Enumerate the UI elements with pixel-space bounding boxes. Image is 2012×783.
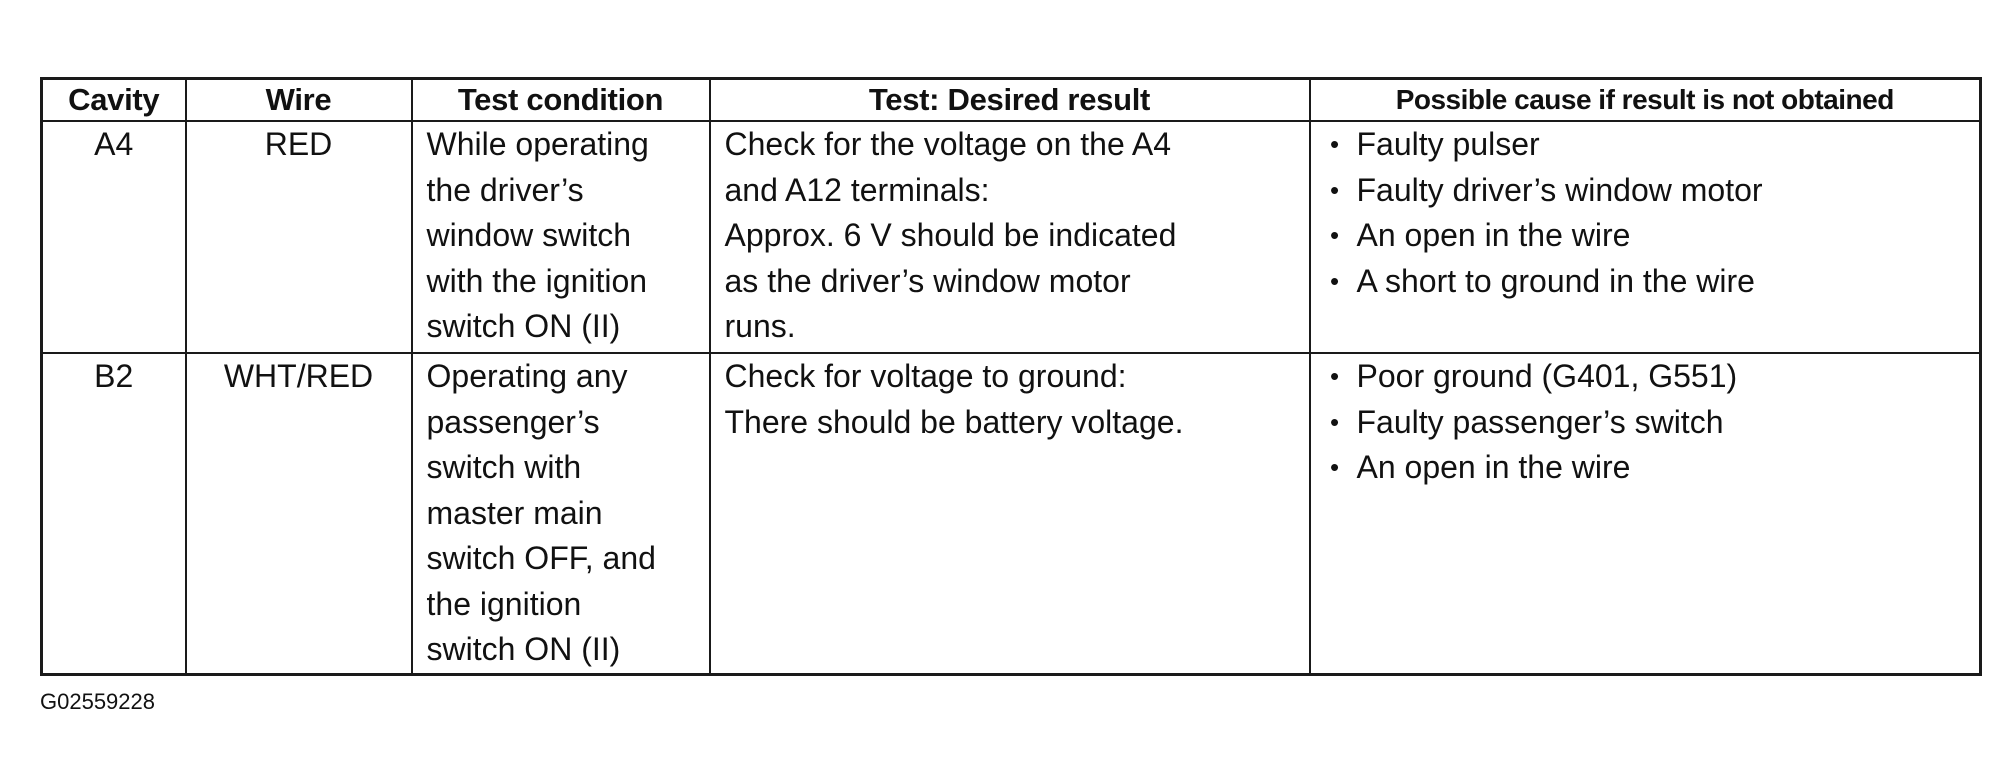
condition-line: switch ON (II) bbox=[426, 308, 621, 344]
cause-list bbox=[1325, 122, 1966, 304]
result-line: as the driver’s window motor bbox=[724, 262, 1131, 299]
list-item bbox=[1325, 122, 1966, 168]
header-test-condition: Test condition bbox=[412, 79, 710, 122]
condition-line: with the ignition bbox=[426, 262, 648, 299]
cause-text: Poor ground (G401, G551) bbox=[1356, 358, 1738, 394]
condition-line: the ignition bbox=[426, 585, 582, 622]
test-condition-cell bbox=[412, 353, 710, 674]
list-item bbox=[1325, 168, 1966, 214]
cause-text: An open in the wire bbox=[1356, 449, 1631, 485]
bullet-icon: • bbox=[1329, 220, 1340, 250]
header-possible-cause: Possible cause if result is not obtained bbox=[1310, 79, 1981, 122]
header-wire: Wire bbox=[186, 79, 412, 122]
bullet-icon: • bbox=[1329, 406, 1340, 437]
table-row bbox=[42, 121, 1981, 353]
condition-line: Operating any bbox=[426, 358, 628, 394]
cause-text: A short to ground in the wire bbox=[1356, 262, 1755, 299]
possible-cause-cell bbox=[1310, 121, 1981, 353]
result-line: Check for the voltage on the A4 bbox=[724, 126, 1172, 162]
wiring-test-table bbox=[40, 77, 1982, 676]
bullet-icon: • bbox=[1329, 452, 1340, 482]
condition-line: master main bbox=[426, 494, 603, 531]
table-header-row bbox=[42, 79, 1981, 122]
table-row bbox=[42, 353, 1981, 674]
cause-text: Faulty passenger’s switch bbox=[1356, 403, 1724, 440]
list-item bbox=[1325, 354, 1966, 400]
header-desired-result: Test: Desired result bbox=[710, 79, 1310, 122]
desired-result-cell bbox=[710, 353, 1310, 674]
condition-line: While operating bbox=[426, 126, 649, 162]
cause-text: Faulty pulser bbox=[1356, 126, 1540, 162]
result-line: Approx. 6 V should be indicated bbox=[724, 217, 1177, 253]
cause-text: Faulty driver’s window motor bbox=[1356, 171, 1763, 208]
bullet-icon: • bbox=[1329, 361, 1340, 391]
test-condition-cell bbox=[412, 121, 710, 353]
desired-result-cell bbox=[710, 121, 1310, 353]
bullet-icon: • bbox=[1329, 265, 1340, 296]
condition-line: the driver’s bbox=[426, 171, 584, 208]
wire-cell: RED bbox=[186, 121, 412, 353]
bullet-icon: • bbox=[1329, 129, 1340, 159]
condition-line: passenger’s bbox=[426, 403, 600, 440]
condition-line: switch OFF, and bbox=[426, 540, 656, 576]
figure-id: G02559228 bbox=[40, 689, 155, 714]
result-line: runs. bbox=[724, 308, 796, 344]
bullet-icon: • bbox=[1329, 174, 1340, 205]
list-item bbox=[1325, 445, 1966, 491]
condition-line: switch ON (II) bbox=[426, 631, 621, 667]
cavity-cell: A4 bbox=[42, 121, 186, 353]
list-item bbox=[1325, 259, 1966, 305]
list-item bbox=[1325, 213, 1966, 259]
cause-list bbox=[1325, 354, 1966, 491]
result-line: Check for voltage to ground: bbox=[724, 358, 1127, 394]
result-line: There should be battery voltage. bbox=[724, 403, 1184, 440]
header-cavity: Cavity bbox=[42, 79, 186, 122]
result-line: and A12 terminals: bbox=[724, 171, 990, 208]
possible-cause-cell bbox=[1310, 353, 1981, 674]
condition-line: window switch bbox=[426, 217, 632, 253]
condition-line: switch with bbox=[426, 449, 582, 485]
cavity-cell: B2 bbox=[42, 353, 186, 674]
cause-text: An open in the wire bbox=[1356, 217, 1631, 253]
list-item bbox=[1325, 400, 1966, 446]
wire-cell: WHT/RED bbox=[186, 353, 412, 674]
